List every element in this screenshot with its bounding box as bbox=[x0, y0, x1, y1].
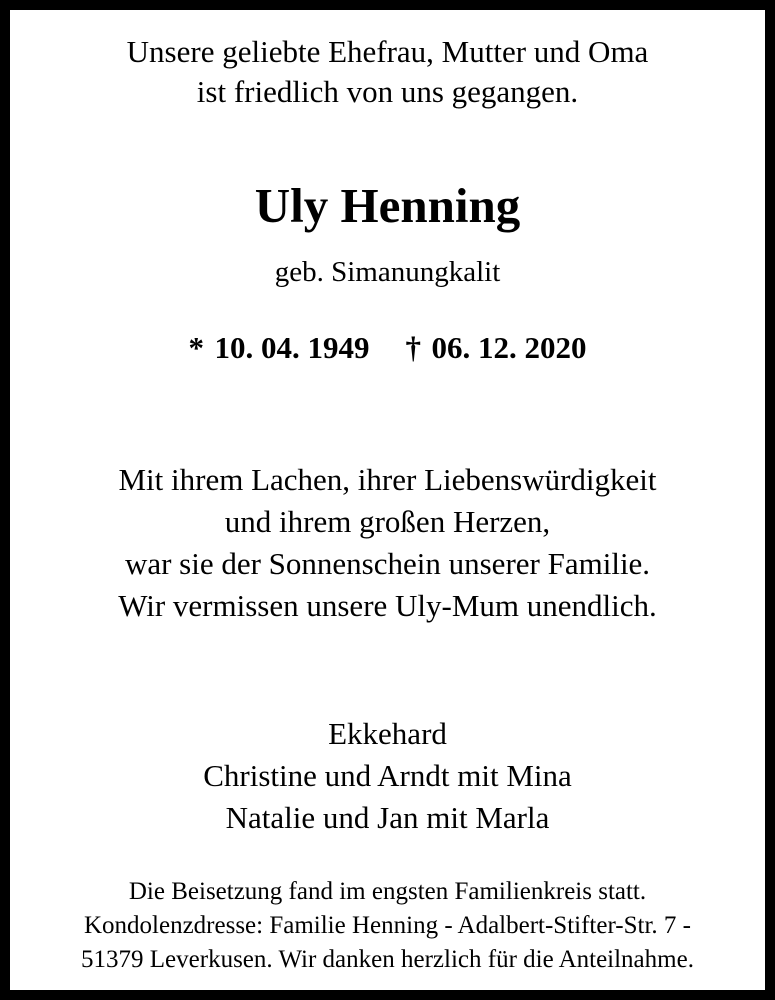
death-cross-symbol: † bbox=[405, 330, 421, 365]
birth-star-symbol: * bbox=[188, 330, 204, 365]
notice-line-1: Die Beisetzung fand im engsten Familienkreis statt. bbox=[128, 878, 647, 905]
verse-line-2: und ihrem großen Herzen, bbox=[224, 504, 551, 539]
notice-line-3: 51379 Leverkusen. Wir danken herzlich für die Anteilnahme. bbox=[81, 946, 694, 973]
intro-line-2: ist friedlich von uns gegangen. bbox=[196, 74, 579, 109]
notice-line-2: Kondolenzdresse: Familie Henning - Adalbert-Stifter-Str. 7 - bbox=[83, 912, 691, 939]
verse-line-3: war sie der Sonnenschein unserer Familie. bbox=[124, 546, 651, 581]
mourner-line-1: Ekkehard bbox=[328, 716, 447, 751]
birth-date: 10. 04. 1949 bbox=[214, 330, 370, 365]
mourner-line-2: Christine und Arndt mit Mina bbox=[203, 758, 572, 793]
life-dates bbox=[10, 328, 765, 368]
verse-line-4: Wir vermissen unsere Uly-Mum unendlich. bbox=[118, 588, 657, 623]
mourner-line-3: Natalie und Jan mit Marla bbox=[225, 800, 550, 835]
intro-line-1: Unsere geliebte Ehefrau, Mutter und Oma bbox=[126, 34, 649, 69]
obituary-card bbox=[10, 10, 765, 990]
deceased-name: Uly Henning bbox=[254, 178, 521, 233]
death-date: 06. 12. 2020 bbox=[431, 330, 587, 365]
birth-name: geb. Simanungkalit bbox=[274, 256, 501, 288]
verse-line-1: Mit ihrem Lachen, ihrer Liebenswürdigkeit bbox=[118, 462, 657, 497]
